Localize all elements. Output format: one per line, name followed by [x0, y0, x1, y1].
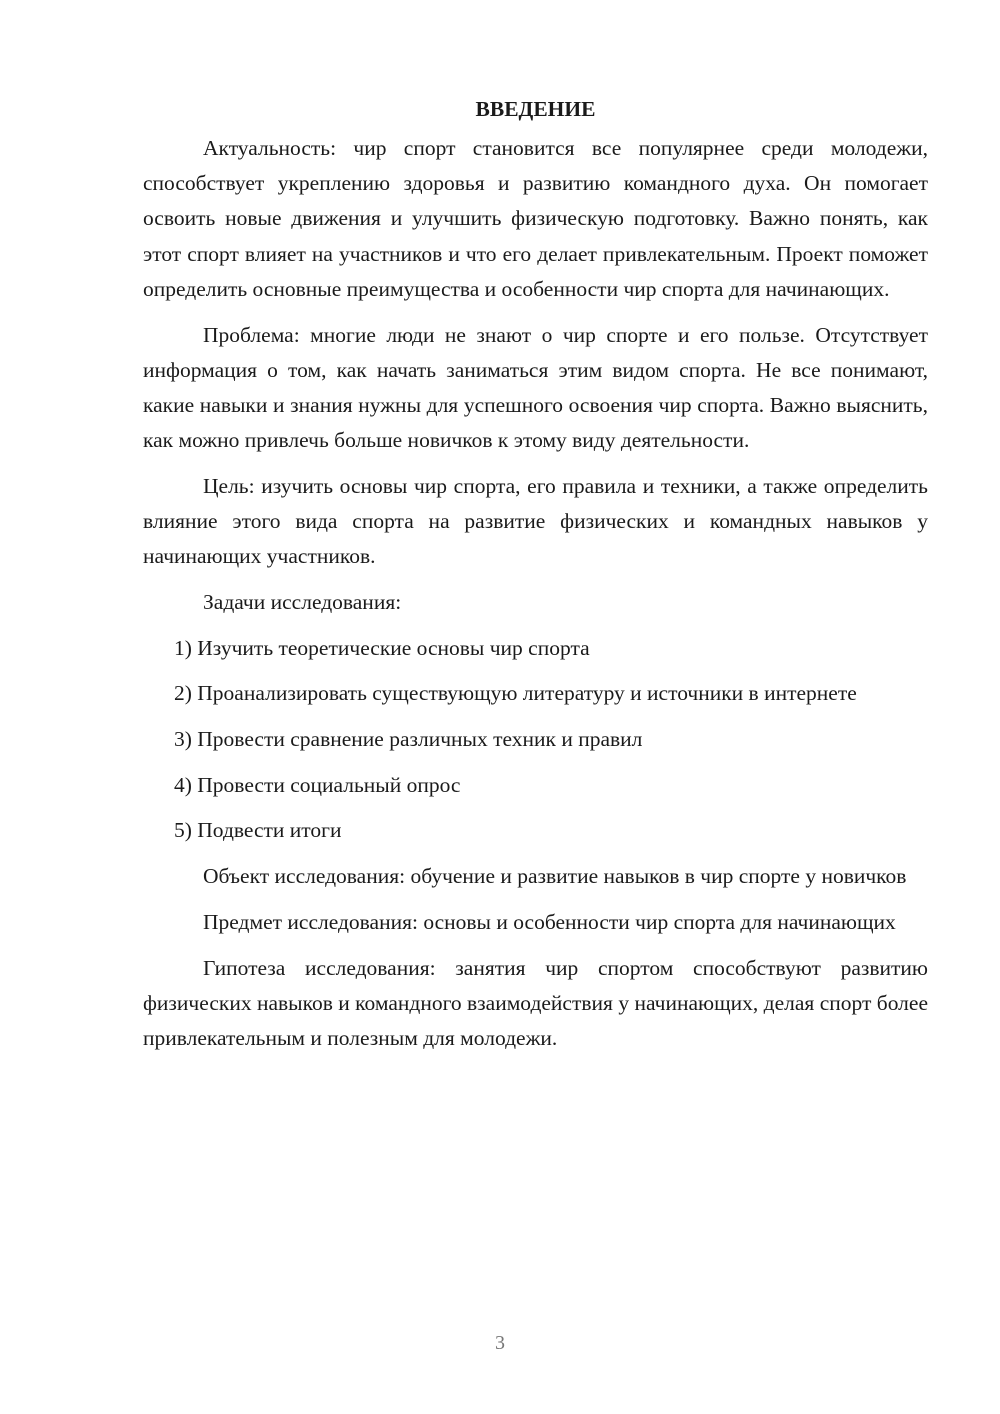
- task-item: 4) Провести социальный опрос: [174, 772, 461, 797]
- relevance-paragraph: Актуальность: чир спорт становится все популярнее среди молодежи, способствует укреплению здоровья и развитию командного духа. Он помогает освоить новые движения и улучшить физическую подготовку. Важно понять, как этот спорт влияет на участников и что его делает привлекательным. Проект поможет определить основные преимущества и особенности чир спорта для начинающих.: [143, 136, 928, 301]
- task-item: 1) Изучить теоретические основы чир спорта: [174, 635, 590, 660]
- task-item: 2) Проанализировать существующую литературу и источники в интернете: [174, 681, 857, 706]
- document-page: [143, 92, 928, 1067]
- section-heading: ВВЕДЕНИЕ: [475, 97, 596, 121]
- tasks-title: Задачи исследования:: [203, 589, 402, 614]
- task-item: 5) Подвести итоги: [174, 818, 342, 843]
- object-paragraph: Объект исследования: обучение и развитие навыков в чир спорте у новичков: [203, 864, 907, 889]
- page-number: 3: [495, 1332, 505, 1354]
- subject-paragraph: Предмет исследования: основы и особенности чир спорта для начинающих: [203, 909, 896, 934]
- goal-paragraph: Цель: изучить основы чир спорта, его правила и техники, а также определить влияние этого вида спорта на развитие физических и командных навыков у начинающих участников.: [143, 473, 928, 569]
- hypothesis-paragraph: Гипотеза исследования: занятия чир спортом способствуют развитию физических навыков и командного взаимодействия у начинающих, делая спорт более привлекательным и полезным для молодежи.: [143, 955, 928, 1050]
- problem-paragraph: Проблема: многие люди не знают о чир спорте и его пользе. Отсутствует информация о том, как начать заниматься этим видом спорта. Не все понимают, какие навыки и знания нужны для успешного освоения чир спорта. Важно выяснить, как можно привлечь больше новичков к этому виду деятельности.: [143, 322, 928, 453]
- task-item: 3) Провести сравнение различных техник и правил: [174, 727, 643, 752]
